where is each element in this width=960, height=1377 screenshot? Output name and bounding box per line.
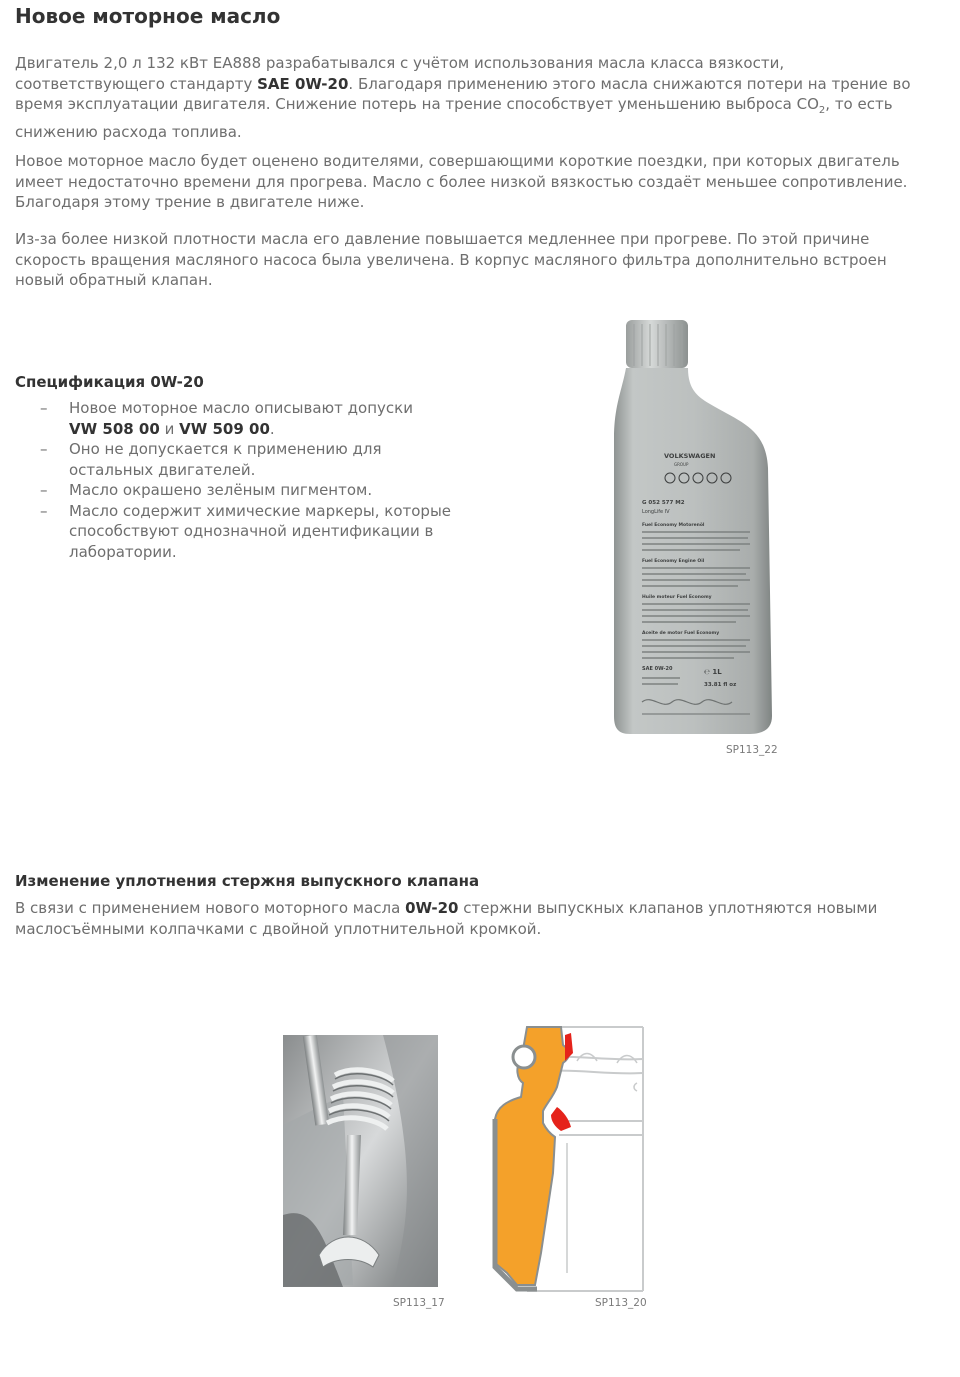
spec-list	[40, 398, 460, 562]
list-dash: –	[40, 501, 48, 520]
label-line-en: Fuel Economy Engine Oil	[642, 559, 705, 564]
oil-bottle-image	[600, 318, 790, 738]
label-group: GROUP	[674, 462, 689, 467]
intro-sae-grade: SAE 0W-20	[257, 74, 349, 93]
valve-seal-paragraph	[15, 898, 935, 939]
label-brand: VOLKSWAGEN	[664, 452, 716, 460]
valve-stem-seal-diagram	[487, 1023, 647, 1293]
seal-text-2: стержни выпускных клапанов уплотняются новыми маслосъёмными колпачками с двойной уплотнительной кромкой.	[15, 899, 878, 938]
list-dash: –	[40, 440, 48, 458]
spec-item-4-text: Масло содержит химические маркеры, которые способствуют однозначной идентификации в лаборатории.	[69, 501, 452, 561]
bottle-cap	[626, 320, 688, 368]
label-volume: ℮ 1L	[704, 668, 722, 676]
page-title: Новое моторное масло	[15, 4, 281, 28]
spec-item-green	[40, 480, 460, 501]
seal-caption: SP113_20	[595, 1297, 647, 1309]
label-longlife: LongLife IV	[642, 509, 670, 515]
spec-item-2-text: Оно не допускается к применению для остальных двигателей.	[69, 440, 382, 479]
spec-item-3-text: Масло окрашено зелёным пигментом.	[69, 481, 373, 499]
seal-lip-lower	[551, 1107, 571, 1131]
intro-text-2: . Благодаря применению этого масла снижаются потери на трение во время эксплуатации двигателя. Снижение потерь на трение способствует уменьшению выброса CO	[15, 74, 911, 113]
spec-item-markers	[40, 501, 460, 563]
intro-text-3: , то есть снижению расхода топлива.	[15, 95, 893, 141]
list-dash: –	[40, 399, 48, 417]
intro-paragraph	[15, 53, 935, 142]
bottle-body	[614, 368, 772, 734]
spec-item-not-allowed	[40, 439, 460, 480]
valve-spring-image	[283, 1035, 438, 1287]
bottle-caption: SP113_22	[726, 744, 778, 756]
label-line-es: Aceite de motor Fuel Economy	[642, 631, 720, 636]
seal-text-1: В связи с применением нового моторного масла	[15, 899, 406, 917]
list-dash: –	[40, 481, 48, 499]
paragraph-short-trips: Новое моторное масло будет оценено водителями, совершающими короткие поездки, при которых двигатель имеет недостаточно времени для прогрева. Масло с более низкой вязкостью создаёт меньшее сопротивление. Благодаря этому трение в двигателе ниже.	[15, 152, 908, 211]
spec-item-approvals	[40, 398, 460, 439]
co2-subscript: 2	[818, 105, 826, 116]
approval-508: VW 508 00	[69, 419, 160, 438]
label-part-number: G 052 577 M2	[642, 500, 685, 506]
intro-text-1: Двигатель 2,0 л 132 кВт EA888 разрабатывался с учётом использования масла класса вязкости, соответствующего стандарту	[15, 54, 785, 93]
valve-caption: SP113_17	[393, 1297, 445, 1309]
approval-and: и	[159, 419, 180, 438]
approval-end: .	[269, 419, 275, 438]
label-floz: 33.81 fl oz	[704, 682, 737, 688]
label-sae: SAE 0W-20	[642, 666, 673, 672]
paragraph-oil-pressure: Из-за более низкой плотности масла его давление повышается медленнее при прогреве. По этой причине скорость вращения масляного насоса была увеличена. В корпус масляного фильтра дополнительно встроен новый обратный клапан.	[15, 230, 887, 289]
label-line-de: Fuel Economy Motorenöl	[642, 523, 705, 528]
label-line-fr: Huile moteur Fuel Economy	[642, 595, 712, 600]
spec-heading: Спецификация 0W-20	[15, 373, 204, 391]
seal-oil-grade: 0W-20	[405, 899, 459, 917]
approval-509: VW 509 00	[179, 419, 270, 438]
spec-item-1-text: Новое моторное масло описывают допуски	[69, 399, 413, 417]
valve-seal-heading: Изменение уплотнения стержня выпускного клапана	[15, 872, 480, 890]
garter-spring	[513, 1046, 535, 1068]
